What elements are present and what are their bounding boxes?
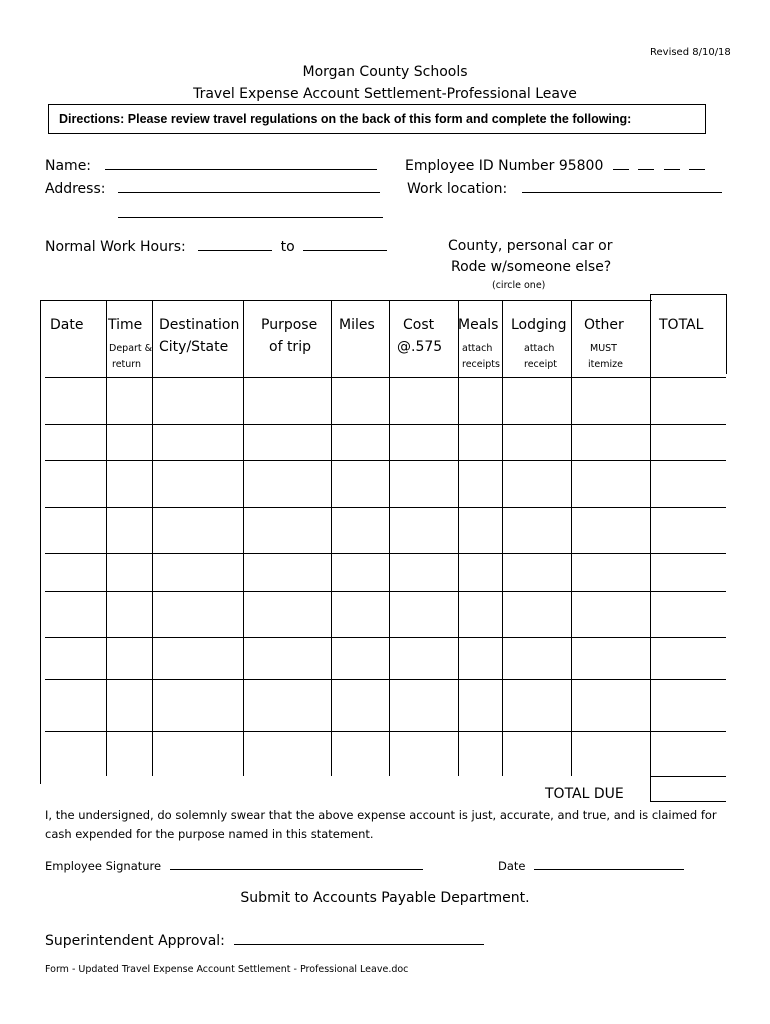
address-field-line2[interactable] (118, 205, 383, 218)
row-line-9 (45, 731, 726, 732)
employee-id-digit-4[interactable] (689, 157, 705, 170)
col-sub-meals-1: attach (462, 343, 493, 354)
col-header-miles: Miles (339, 317, 375, 333)
col-sub-other-2: itemize (588, 359, 623, 370)
approval-label: Superintendent Approval: (45, 933, 225, 949)
to-label: to (280, 239, 295, 255)
approval-row (45, 932, 484, 949)
certification-text: I, the undersigned, do solemnly swear that the above expense account is just, accurate, and true, and is claimed for cash expended for the purpose named in this statement. (45, 808, 717, 841)
total-due-field[interactable] (651, 777, 726, 801)
col-header-destination: Destination (159, 317, 240, 333)
employee-signature-row (45, 857, 423, 873)
employee-id-digit-2[interactable] (638, 157, 654, 170)
table-left-border (40, 300, 41, 784)
work-hours-start-field[interactable] (198, 238, 272, 251)
directions-text: Directions: Please review travel regulations on the back of this form and complete the following: (59, 112, 632, 126)
row-line-6 (45, 591, 726, 592)
date-label: Date (498, 859, 526, 873)
col-sub-destination: City/State (159, 339, 229, 355)
total-top-border (651, 294, 727, 295)
row-line-2 (45, 424, 726, 425)
circle-one-note: (circle one) (492, 280, 546, 291)
submit-note: Submit to Accounts Payable Department. (240, 890, 530, 906)
footer-filename: Form - Updated Travel Expense Account Settlement - Professional Leave.doc (45, 964, 409, 975)
address-row (45, 180, 380, 197)
revised-date: Revised 8/10/18 (650, 47, 731, 58)
col-header-total: TOTAL (659, 317, 704, 333)
col-divider-8 (571, 300, 572, 776)
work-location-label: Work location: (407, 181, 508, 197)
row-line-7 (45, 637, 726, 638)
date-field[interactable] (534, 857, 684, 870)
name-field[interactable] (105, 157, 377, 170)
employee-id-digit-3[interactable] (664, 157, 680, 170)
name-row (45, 157, 377, 174)
address-field-line1[interactable] (118, 180, 380, 193)
car-question-line1: County, personal car or (448, 238, 613, 254)
row-line-8 (45, 679, 726, 680)
col-divider-5 (389, 300, 390, 776)
total-right-border (726, 294, 727, 374)
col-sub-cost: @.575 (397, 339, 443, 355)
col-divider-3 (243, 300, 244, 776)
name-label: Name: (45, 158, 92, 174)
total-due-bottom-line (651, 801, 726, 802)
employee-id-digit-1[interactable] (613, 157, 629, 170)
address-label: Address: (45, 181, 106, 197)
col-header-meals: Meals (458, 317, 499, 333)
col-divider-6 (458, 300, 459, 776)
row-line-5 (45, 553, 726, 554)
directions-box (48, 104, 706, 134)
row-line-3 (45, 460, 726, 461)
organization-name: Morgan County Schools (302, 64, 468, 80)
row-line-4 (45, 507, 726, 508)
total-due-label: TOTAL DUE (545, 786, 624, 802)
table-top-border (40, 300, 652, 301)
approval-signature-field[interactable] (234, 932, 484, 945)
col-sub-other-1: MUST (590, 343, 617, 354)
work-location-row (407, 180, 722, 197)
col-sub-purpose: of trip (269, 339, 311, 355)
col-sub-time-1: Depart & (109, 343, 153, 354)
col-divider-7 (502, 300, 503, 776)
form-title: Travel Expense Account Settlement-Professional Leave (193, 86, 577, 102)
col-sub-time-2: return (112, 359, 142, 370)
work-location-field[interactable] (522, 180, 722, 193)
col-sub-meals-2: receipts (462, 359, 500, 370)
employee-signature-label: Employee Signature (45, 859, 162, 873)
col-divider-1 (106, 300, 107, 776)
work-hours-row (45, 238, 387, 255)
date-row (498, 857, 684, 873)
car-question-line2: Rode w/someone else? (451, 259, 612, 275)
col-header-time: Time (108, 317, 143, 333)
col-header-cost: Cost (403, 317, 435, 333)
employee-id-row (405, 157, 705, 174)
employee-signature-field[interactable] (170, 857, 423, 870)
col-header-other: Other (584, 317, 624, 333)
work-hours-label: Normal Work Hours: (45, 239, 186, 255)
col-header-lodging: Lodging (511, 317, 567, 333)
col-divider-9 (650, 294, 651, 802)
col-sub-lodging-1: attach (524, 343, 555, 354)
col-header-purpose: Purpose (261, 317, 318, 333)
col-divider-4 (331, 300, 332, 776)
row-line-1 (45, 377, 726, 378)
col-sub-lodging-2: receipt (524, 359, 558, 370)
col-header-date: Date (50, 317, 84, 333)
employee-id-label: Employee ID Number 95800 (405, 158, 604, 174)
col-divider-2 (152, 300, 153, 776)
work-hours-end-field[interactable] (303, 238, 387, 251)
